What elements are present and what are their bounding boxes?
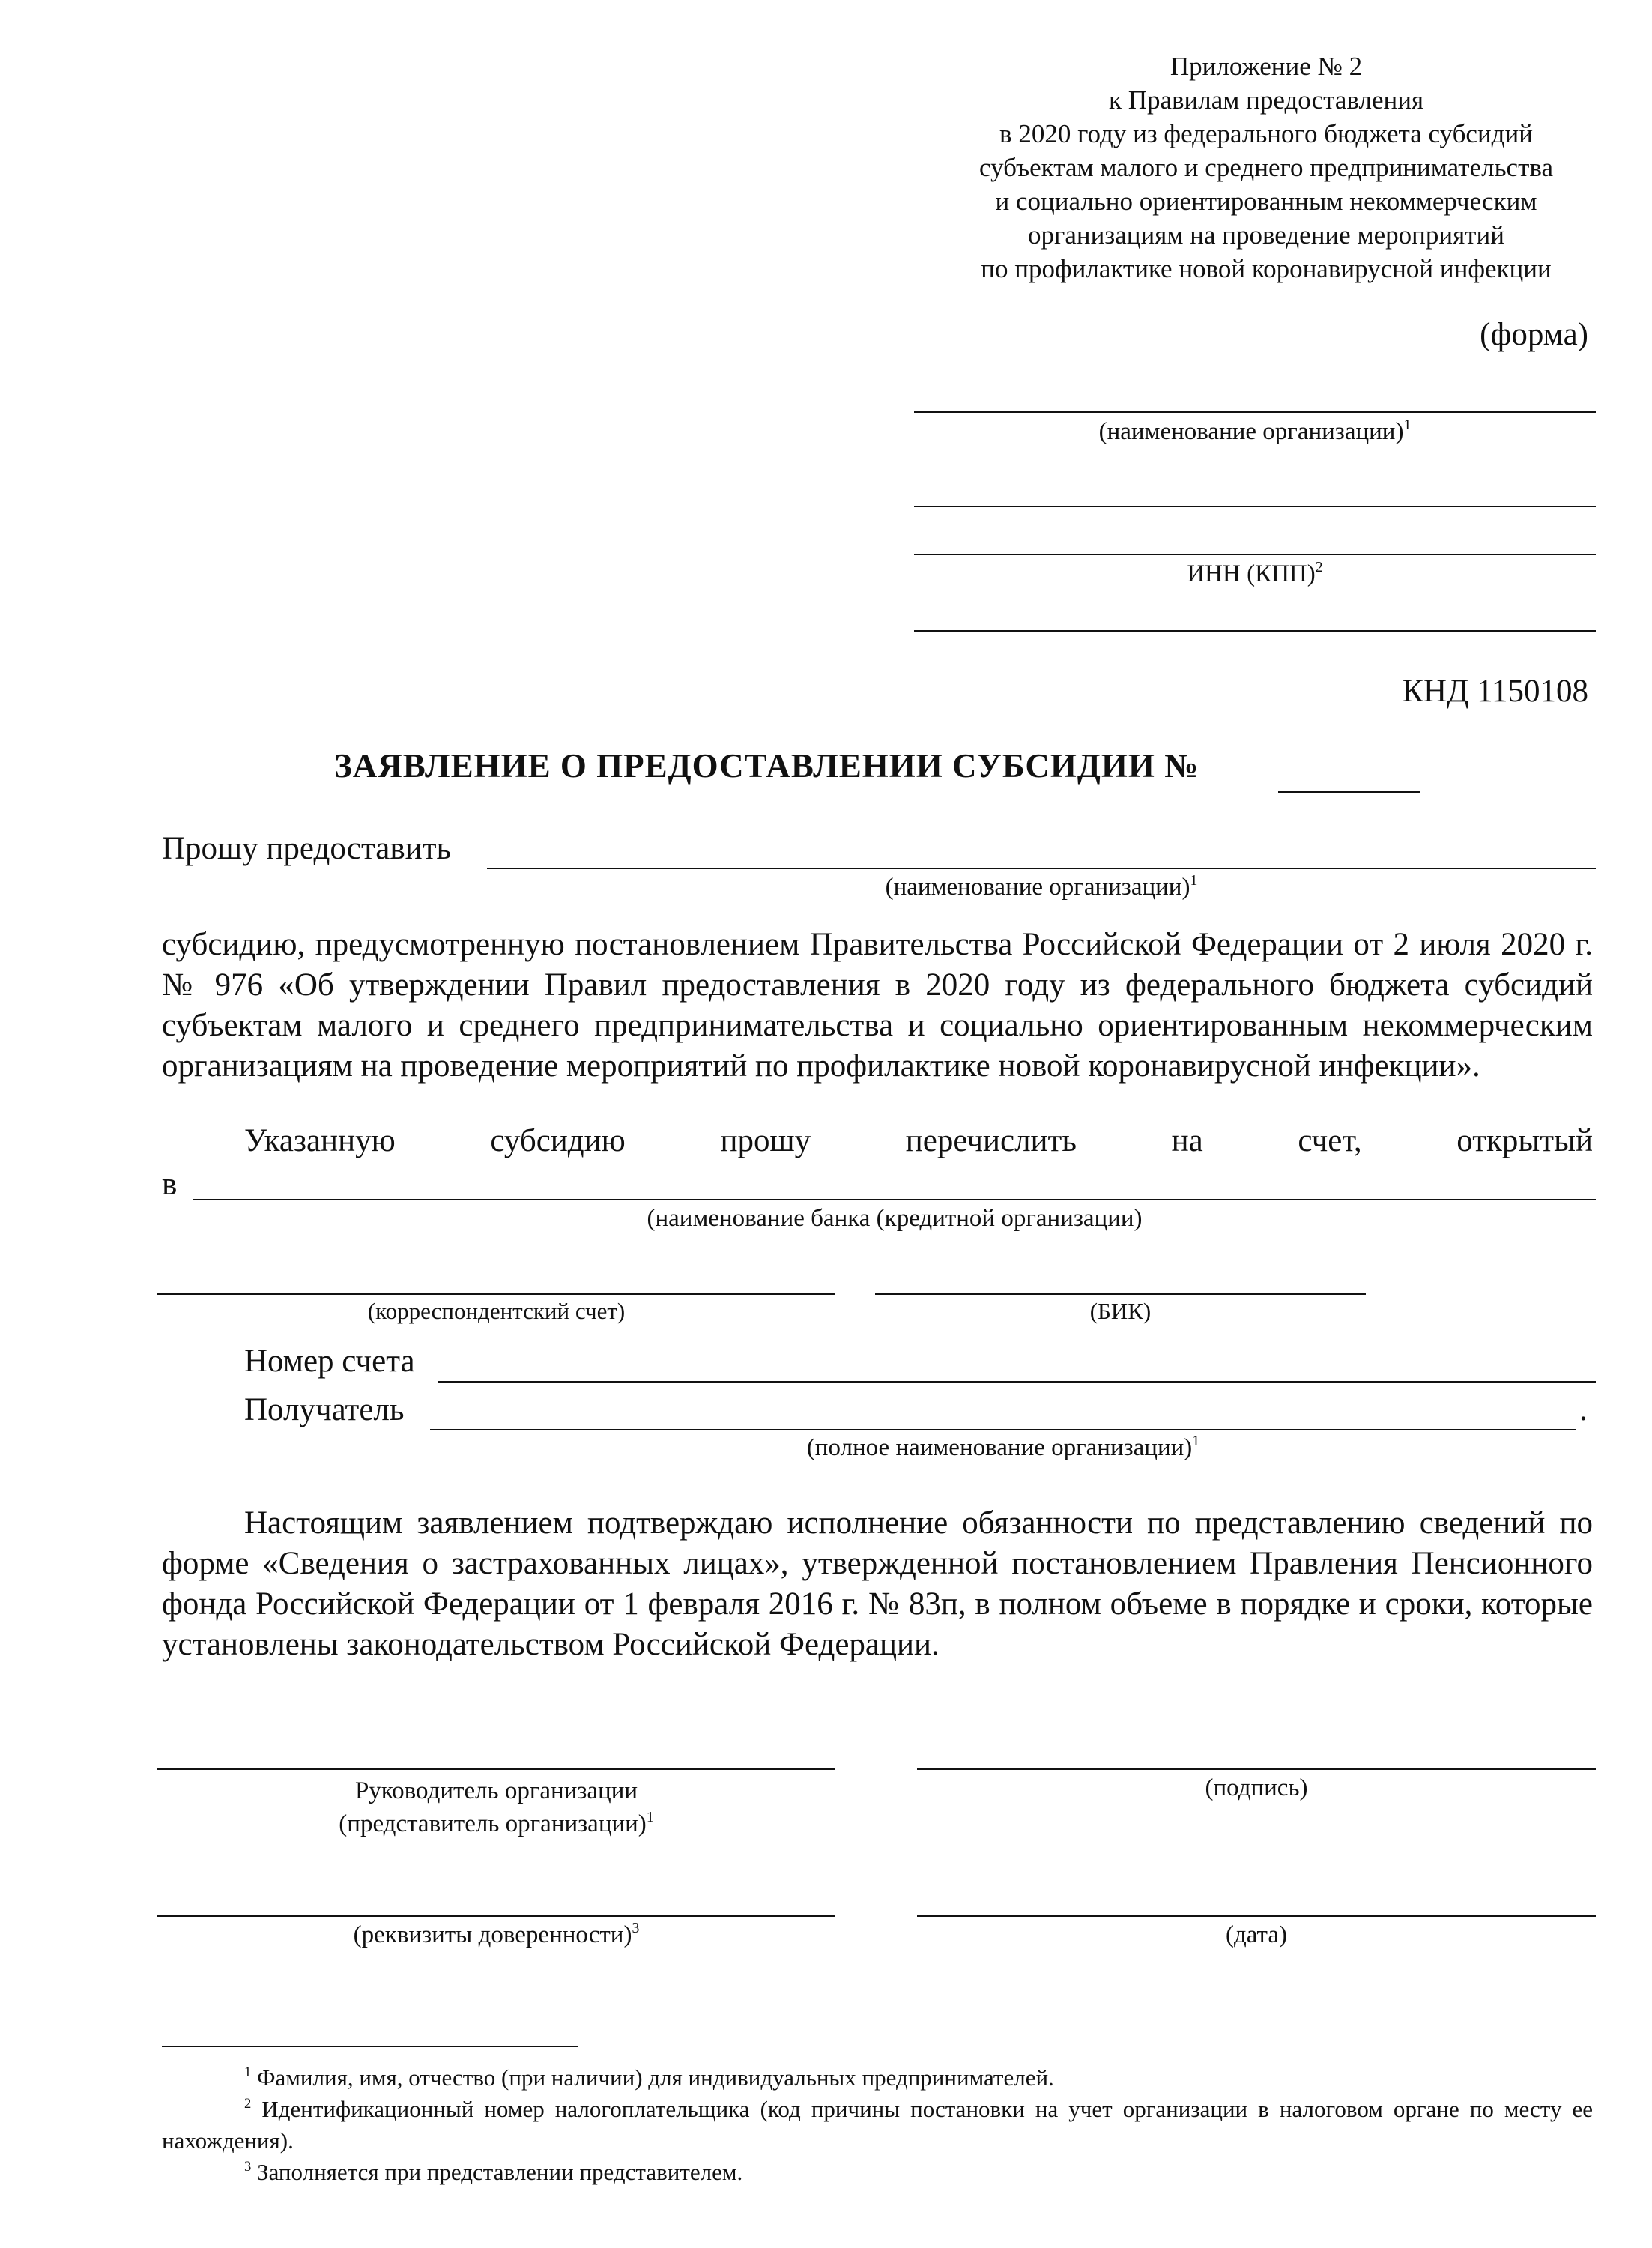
footnotes xyxy=(162,2062,1593,2188)
head-caption-line-2: (представитель организации)$^1$ xyxy=(339,1809,654,1837)
appendix-line: к Правилам предоставления xyxy=(1108,85,1424,115)
footnote-2: $^2$ Идентификационный номер налогоплательщика (код причины постановки на учет организации в налоговом органе по месту ее нахождения). xyxy=(162,2095,1594,2154)
recipient-end: . xyxy=(1579,1392,1588,1427)
request-org-field[interactable] xyxy=(487,868,1596,869)
bank-name-field[interactable] xyxy=(193,1199,1596,1200)
bik-caption: (БИК) xyxy=(1089,1298,1152,1324)
signature-caption: (подпись) xyxy=(1205,1774,1308,1801)
appendix-line: по профилактике новой коронавирусной инфекции xyxy=(981,254,1552,283)
recipient-field[interactable] xyxy=(430,1429,1576,1430)
knd-code: КНД 1150108 xyxy=(1402,674,1588,709)
appendix-line: в 2020 году из федерального бюджета субсидий xyxy=(999,119,1533,148)
in-word: в xyxy=(162,1167,178,1202)
bik-field[interactable] xyxy=(875,1293,1366,1295)
form-label: (форма) xyxy=(1480,317,1588,352)
appendix-header xyxy=(922,49,1611,285)
confirmation-paragraph: Настоящим заявлением подтверждаю исполнение обязанности по представлению сведений по форме «Сведения о застрахованных лицах», утвержденной постановлением Правления Пенсионного фонда Российской Федерации от 1 февраля 2016 г. № 83п, в полном объеме в порядке и сроки, которые установлены законодательством Российской Федерации. xyxy=(162,1505,1593,1662)
request-paragraph: субсидию, предусмотренную постановлением Правительства Российской Федерации от 2 июля 2020 г. № 976 «Об утверждении Правил предоставления в 2020 году из федерального бюджета субсидий субъектам малого и среднего предпринимательства и социально ориентированным некоммерческим организациям на проведение мероприятий по профилактике новой коронавирусной инфекции». xyxy=(162,927,1593,1084)
footnote-separator xyxy=(162,2046,578,2047)
appendix-line: Приложение № 2 xyxy=(1170,52,1363,81)
appendix-line: субъектам малого и среднего предпринимательства xyxy=(979,153,1553,182)
request-prefix: Прошу предоставить xyxy=(162,831,452,866)
head-caption xyxy=(157,1774,835,1840)
recipient-caption: (полное наименование организации)$^1$ xyxy=(806,1433,1200,1461)
org-name-field[interactable] xyxy=(914,411,1596,413)
corr-account-caption: (корреспондентский счет) xyxy=(367,1298,626,1324)
org-name-field-2[interactable] xyxy=(914,506,1596,507)
corr-account-field[interactable] xyxy=(157,1293,835,1295)
appendix-line: и социально ориентированным некоммерческим xyxy=(995,187,1537,216)
bank-caption: (наименование банка (кредитной организации) xyxy=(647,1205,1143,1232)
inn-field[interactable] xyxy=(914,554,1596,555)
recipient-label: Получатель xyxy=(244,1392,405,1427)
org-name-caption: (наименование организации)$^1$ xyxy=(1098,417,1412,445)
document-title: ЗАЯВЛЕНИЕ О ПРЕДОСТАВЛЕНИИ СУБСИДИИ № xyxy=(334,747,1199,785)
footnote-1: $^1$ Фамилия, имя, отчество (при наличии) для индивидуальных предпринимателей. xyxy=(244,2064,1054,2091)
date-field[interactable] xyxy=(917,1915,1596,1917)
appendix-line: организациям на проведение мероприятий xyxy=(1028,220,1504,250)
head-field[interactable] xyxy=(157,1768,835,1770)
inn-field-2[interactable] xyxy=(914,630,1596,632)
proxy-field[interactable] xyxy=(157,1915,835,1917)
head-caption-line-1: Руководитель организации xyxy=(354,1777,638,1804)
account-number-field[interactable] xyxy=(438,1381,1596,1383)
transfer-line: Указанную субсидию прошу перечислить на счет, открытый xyxy=(244,1123,1593,1158)
account-label: Номер счета xyxy=(244,1344,415,1379)
footnote-3: $^3$ Заполняется при представлении представителем. xyxy=(244,2158,743,2185)
subsidy-number-field[interactable] xyxy=(1278,791,1420,793)
signature-field[interactable] xyxy=(917,1768,1596,1770)
inn-caption: ИНН (КПП)$^2$ xyxy=(1187,559,1323,587)
request-org-caption: (наименование организации)$^1$ xyxy=(885,872,1198,901)
date-caption: (дата) xyxy=(1225,1921,1288,1948)
proxy-caption: (реквизиты доверенности)$^3$ xyxy=(353,1920,640,1948)
